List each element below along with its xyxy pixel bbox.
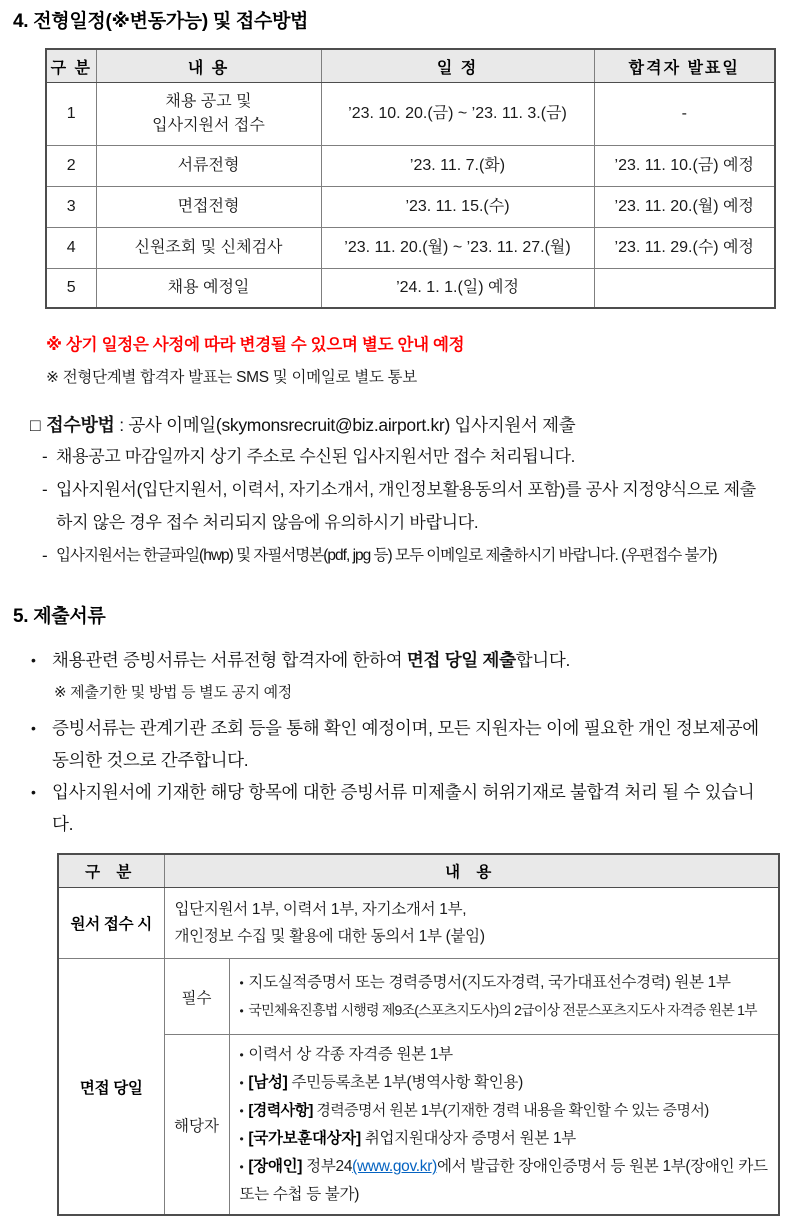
schedule-table [45, 48, 776, 309]
bullet-marker: • [239, 1076, 244, 1090]
row-content: 채용 예정일 [96, 269, 321, 309]
bullet-marker: • [239, 975, 244, 990]
schedule-change-note: ※ 상기 일정은 사정에 따라 변경될 수 있으며 별도 안내 예정 [46, 336, 465, 354]
schedule-header-category: 구 분 [46, 49, 96, 83]
section5-title: 5. 제출서류 [13, 606, 106, 627]
bullet-marker: • [239, 1003, 244, 1018]
table-row [58, 959, 779, 1035]
row-content: 신원조회 및 신체검사 [96, 228, 321, 269]
row-announce: - [594, 83, 775, 146]
row-announce [594, 269, 775, 309]
table-row [46, 83, 775, 146]
list-item: • [경력사항] 경력증명서 원본 1부(기재한 경력 내용을 확인할 수 있는 증명서) [239, 1102, 709, 1119]
row-announce: ’23. 11. 29.(수) 예정 [594, 228, 775, 269]
apply-method-line [30, 410, 800, 440]
row-schedule: ’24. 1. 1.(일) 예정 [321, 269, 594, 309]
row-number: 4 [46, 228, 96, 269]
bullet-marker: • [31, 720, 36, 736]
required-docs-list [240, 969, 771, 1025]
application-docs-cell: 입단지원서 1부, 이력서 1부, 자기소개서 1부, 개인정보 수집 및 활용에 대한 동의서 1부 (붙임) [164, 888, 779, 959]
bullet-marker: • [239, 1160, 244, 1174]
submit-deadline-note: ※ 제출기한 및 방법 등 별도 공지 예정 [54, 684, 293, 701]
table-row [46, 269, 775, 309]
required-docs-cell [229, 959, 779, 1035]
row-number: 1 [46, 83, 96, 146]
row-label-interview-day: 면접 당일 [58, 959, 164, 1216]
sms-notice-note: ※ 전형단계별 합격자 발표는 SMS 및 이메일로 별도 통보 [46, 369, 417, 386]
list-item: • 지도실적증명서 또는 경력증명서(지도자경력, 국가대표선수경력) 원본 1부 [239, 973, 731, 991]
checkbox-icon: □ [30, 415, 41, 435]
applicable-label: 해당자 [164, 1035, 229, 1216]
row-content: 채용 공고 및 입사지원서 접수 [96, 83, 321, 146]
row-schedule: ’23. 11. 15.(수) [321, 187, 594, 228]
gov-website-link[interactable]: (www.gov.kr) [352, 1158, 437, 1175]
apply-note-item: - 입사지원서는 한글파일(hwp) 및 자필서명본(pdf, jpg 등) 모두 이메일로 제출하시기 바랍니다. (우편접수 불가) [42, 539, 800, 572]
bullet-marker: • [31, 652, 36, 668]
schedule-header-announce: 합격자 발표일 [594, 49, 775, 83]
dash-marker: - [42, 546, 48, 565]
submit-docs-item: • 증빙서류는 관계기관 조회 등을 통해 확인 예정이며, 모든 지원자는 이에 필요한 개인 정보제공에 동의한 것으로 간주합니다. [31, 712, 800, 776]
list-item: • [남성] 주민등록초본 1부(병역사항 확인용) [239, 1074, 523, 1091]
dash-marker: - [42, 480, 48, 499]
documents-header-category: 구 분 [58, 854, 164, 888]
list-item: • 이력서 상 각종 자격증 원본 1부 [239, 1046, 453, 1063]
schedule-header-content: 내 용 [96, 49, 321, 83]
row-announce: ’23. 11. 10.(금) 예정 [594, 146, 775, 187]
schedule-table-header-row [46, 49, 775, 83]
bullet-marker: • [239, 1048, 244, 1062]
documents-table-header-row [58, 854, 779, 888]
row-number: 2 [46, 146, 96, 187]
bullet-marker: • [239, 1132, 244, 1146]
section4-title: 4. 전형일정(※변동가능) 및 접수방법 [13, 11, 309, 32]
row-schedule: ’23. 11. 7.(화) [321, 146, 594, 187]
submit-docs-item: • 채용관련 증빙서류는 서류전형 합격자에 한하여 면접 당일 제출합니다. [31, 644, 800, 676]
row-content: 서류전형 [96, 146, 321, 187]
table-row [58, 1035, 779, 1216]
apply-method-label: 접수방법 [46, 415, 115, 435]
applicable-docs-list [240, 1041, 771, 1208]
row-label-application: 원서 접수 시 [58, 888, 164, 959]
applicable-docs-cell [229, 1035, 779, 1216]
apply-note-item: - 채용공고 마감일까지 상기 주소로 수신된 입사지원서만 접수 처리됩니다. [42, 440, 800, 473]
bullet-marker: • [239, 1104, 244, 1118]
row-content: 면접전형 [96, 187, 321, 228]
list-item: • [장애인] 정부24(www.gov.kr)에서 발급한 장애인증명서 등 원본 1부(장애인 카드 또는 수첩 등 불가) [239, 1158, 768, 1203]
submit-docs-item: • 입사지원서에 기재한 해당 항목에 대한 증빙서류 미제출시 허위기재로 불합격 처리 될 수 있습니다. [31, 776, 800, 840]
table-row [58, 888, 779, 959]
apply-method-text: : 공사 이메일(skymonsrecruit@biz.airport.kr) 입사지원서 제출 [114, 415, 576, 435]
table-row [46, 187, 775, 228]
row-schedule: ’23. 10. 20.(금) ~ ’23. 11. 3.(금) [321, 83, 594, 146]
list-item: • 국민체육진흥법 시행령 제9조(스포츠지도사)의 2급이상 전문스포츠지도사 자격증 원본 1부 [239, 1001, 757, 1018]
table-row [46, 146, 775, 187]
row-schedule: ’23. 11. 20.(월) ~ ’23. 11. 27.(월) [321, 228, 594, 269]
row-number: 3 [46, 187, 96, 228]
table-row [46, 228, 775, 269]
documents-header-content: 내 용 [164, 854, 779, 888]
row-number: 5 [46, 269, 96, 309]
row-announce: ’23. 11. 20.(월) 예정 [594, 187, 775, 228]
required-label: 필수 [164, 959, 229, 1035]
apply-note-item: - 입사지원서(입단지원서, 이력서, 자기소개서, 개인정보활용동의서 포함)를 공사 지정양식으로 제출하지 않은 경우 접수 처리되지 않음에 유의하시기 바랍니다. [42, 473, 800, 539]
schedule-header-date: 일 정 [321, 49, 594, 83]
interview-day-emphasis: 면접 당일 제출 [406, 650, 516, 670]
bullet-marker: • [31, 784, 36, 800]
documents-table [57, 853, 780, 1216]
dash-marker: - [42, 447, 48, 466]
list-item: • [국가보훈대상자] 취업지원대상자 증명서 원본 1부 [239, 1130, 576, 1147]
